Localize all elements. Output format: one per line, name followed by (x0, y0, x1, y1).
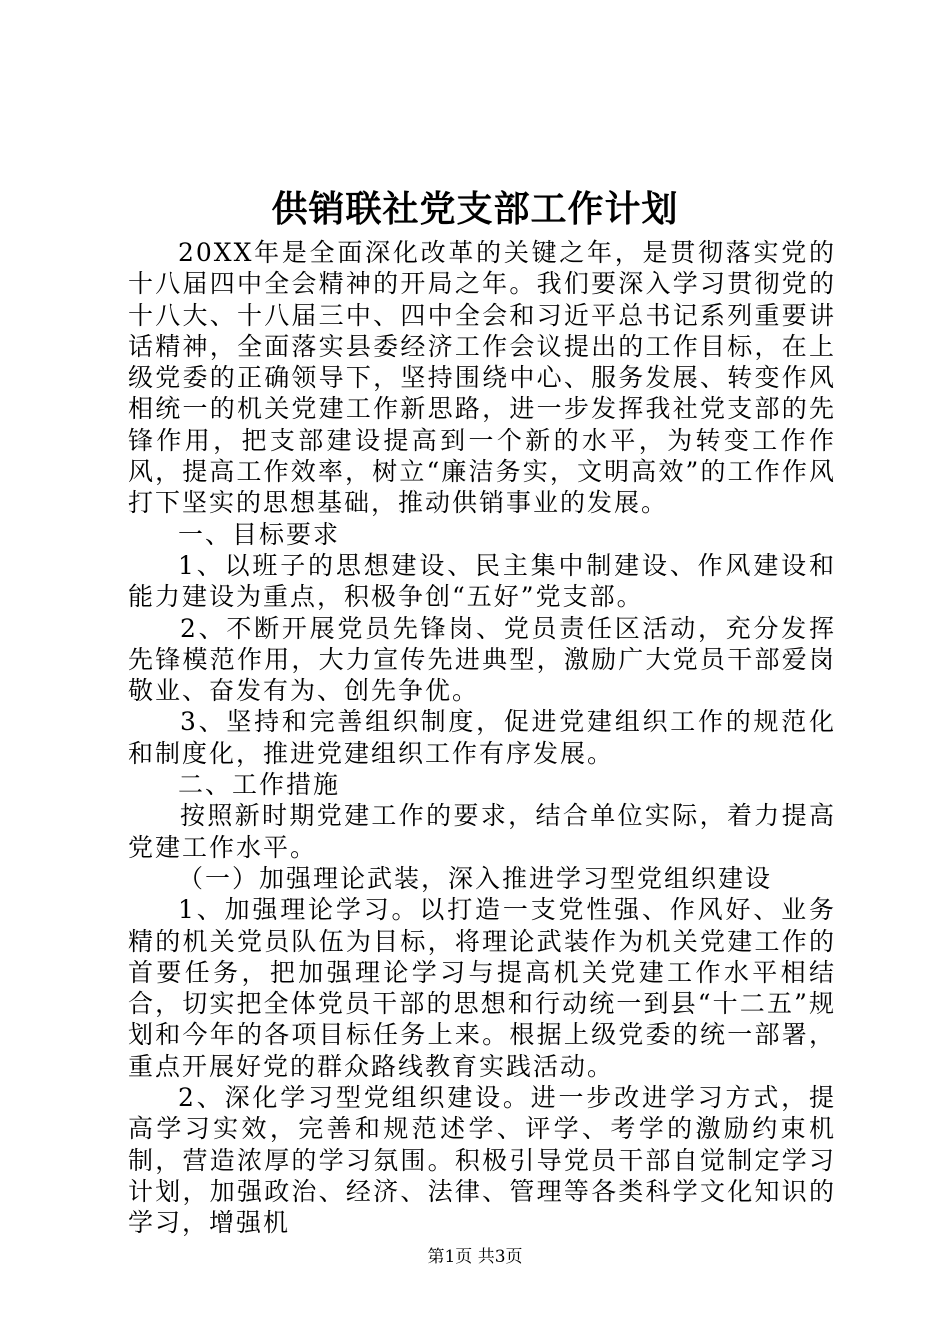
subsection-heading-theory: （一）加强理论武装，深入推进学习型党组织建设 (178, 863, 773, 893)
measures-intro-paragraph: 按照新时期党建工作的要求，结合单位实际，着力提高党建工作水平。 (128, 801, 836, 862)
goal-item-1: 1、以班子的思想建设、民主集中制建设、作风建设和能力建设为重点，积极争创“五好”党支部。 (128, 550, 836, 612)
goal-item-3: 3、坚持和完善组织制度，促进党建组织工作的规范化和制度化，推进党建组织工作有序发展。 (128, 707, 836, 768)
section-heading-goals: 一、目标要求 (178, 519, 341, 549)
page-footer: 第1页 共3页 (427, 1247, 523, 1267)
measure-item-1: 1、加强理论学习。以打造一支党性强、作风好、业务精的机关党员队伍为目标，将理论武装作为机关党建工作的首要任务，把加强理论学习与提高机关党建工作水平相结合，切实把全体党员干部的思想和行动统一到县“十二五”规划和今年的各项目标任务上来。根据上级党委的统一部署，重点开展好党的群众路线教育实践活动。 (128, 895, 836, 1081)
goal-item-2: 2、不断开展党员先锋岗、党员责任区活动，充分发挥先锋模范作用，大力宣传先进典型，激励广大党员干部爱岗敬业、奋发有为、创先争优。 (128, 613, 836, 706)
measure-item-2: 2、深化学习型党组织建设。进一步改进学习方式，提高学习实效，完善和规范述学、评学、考学的激励约束机制，营造浓厚的学习氛围。积极引导党员干部自觉制定学习计划，加强政治、经济、法律、管理等各类科学文化知识的学习，增强机 (128, 1083, 836, 1238)
intro-paragraph: 20XX年是全面深化改革的关键之年，是贯彻落实党的十八届四中全会精神的开局之年。我们要深入学习贯彻党的十八大、十八届三中、四中全会和习近平总书记系列重要讲话精神，全面落实县委经济工作会议提出的工作目标，在上级党委的正确领导下，坚持围绕中心、服务发展、转变作风相统一的机关党建工作新思路，进一步发挥我社党支部的先锋作用，把支部建设提高到一个新的水平，为转变工作作风，提高工作效率，树立“廉洁务实，文明高效”的工作作风打下坚实的思想基础，推动供销事业的发展。 (128, 238, 836, 518)
document-body (128, 237, 836, 1239)
section-heading-measures: 二、工作措施 (178, 770, 341, 800)
document-title: 供销联社党支部工作计划 (271, 188, 679, 230)
